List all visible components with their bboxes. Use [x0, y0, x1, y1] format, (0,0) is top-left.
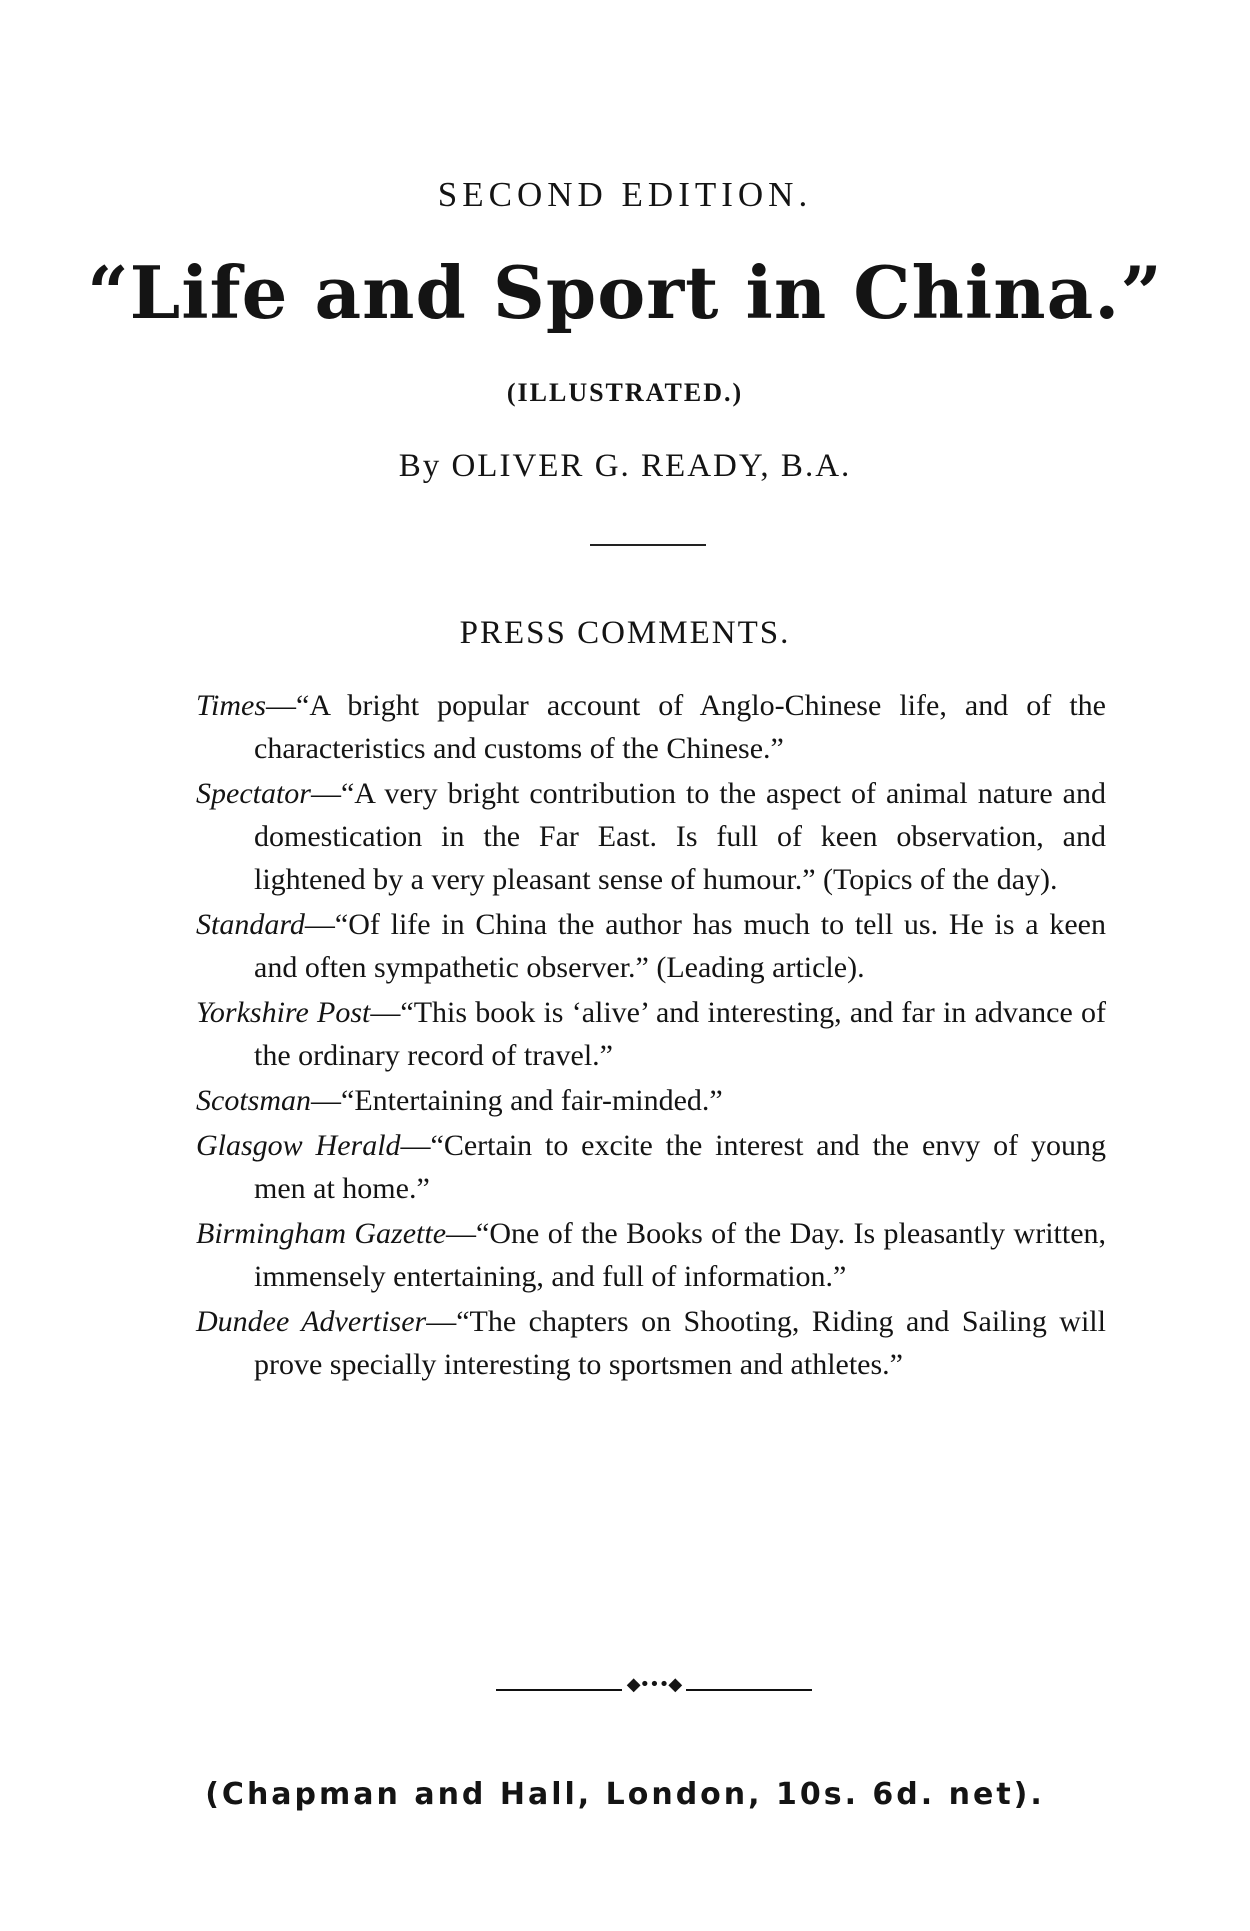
- comment-source: Standard: [196, 908, 305, 941]
- press-comment: [196, 772, 1106, 901]
- comment-text: —“One of the Books of the Day. Is pleasantly written, immensely entertaining, and full of information.”: [254, 1217, 1107, 1293]
- press-comment: [196, 684, 1106, 770]
- comment-text: —“This book is ‘alive’ and interesting, and far in advance of the ordinary record of travel.”: [254, 996, 1106, 1072]
- press-comments-list: [196, 684, 1106, 1388]
- comment-text: —“A bright popular account of Anglo-Chinese life, and of the characteristics and customs of the Chinese.”: [254, 689, 1106, 765]
- press-comment: [196, 1079, 1106, 1122]
- comment-source: Dundee Advertiser: [196, 1305, 427, 1338]
- author-byline: By OLIVER G. READY, B.A.: [398, 448, 852, 484]
- diamond-ornament-icon: ◆•••◆: [626, 1674, 682, 1695]
- comment-text: —“Certain to excite the interest and the envy of young men at home.”: [254, 1129, 1106, 1205]
- comment-source: Yorkshire Post: [196, 996, 371, 1029]
- press-comment: [196, 1212, 1106, 1298]
- section-divider: [590, 544, 706, 546]
- press-comment: [196, 1124, 1106, 1210]
- press-comments-heading: PRESS COMMENTS.: [459, 615, 791, 651]
- comment-source: Times: [196, 689, 267, 722]
- comment-text: —“Entertaining and fair-minded.”: [311, 1084, 723, 1117]
- ornament-line-left: [496, 1689, 622, 1691]
- publisher-line: (Chapman and Hall, London, 10s. 6d. net).: [205, 1777, 1045, 1812]
- press-comment: [196, 991, 1106, 1077]
- comment-text: —“The chapters on Shooting, Riding and Sailing will prove specially interesting to sportsmen and athletes.”: [254, 1305, 1106, 1381]
- comment-source: Glasgow Herald: [196, 1129, 401, 1162]
- comment-source: Scotsman: [196, 1084, 311, 1117]
- comment-text: —“Of life in China the author has much to tell us. He is a keen and often sympathetic observer.” (Leading article).: [254, 908, 1106, 984]
- comment-source: Spectator: [196, 777, 311, 810]
- comment-source: Birmingham Gazette: [196, 1217, 447, 1250]
- illustrated-note: (ILLUSTRATED.): [506, 378, 744, 407]
- ornamental-rule: [496, 1674, 812, 1697]
- ornament-line-right: [686, 1689, 812, 1691]
- press-comment: [196, 1300, 1106, 1386]
- press-comment: [196, 903, 1106, 989]
- comment-text: —“A very bright contribution to the aspect of animal nature and domestication in the Far East. Is full of keen observation, and lightened by a very pleasant sense of humour.” (Topics of the day).: [254, 777, 1106, 896]
- edition-label: SECOND EDITION.: [437, 175, 813, 214]
- book-title: “Life and Sport in China.”: [87, 250, 1163, 335]
